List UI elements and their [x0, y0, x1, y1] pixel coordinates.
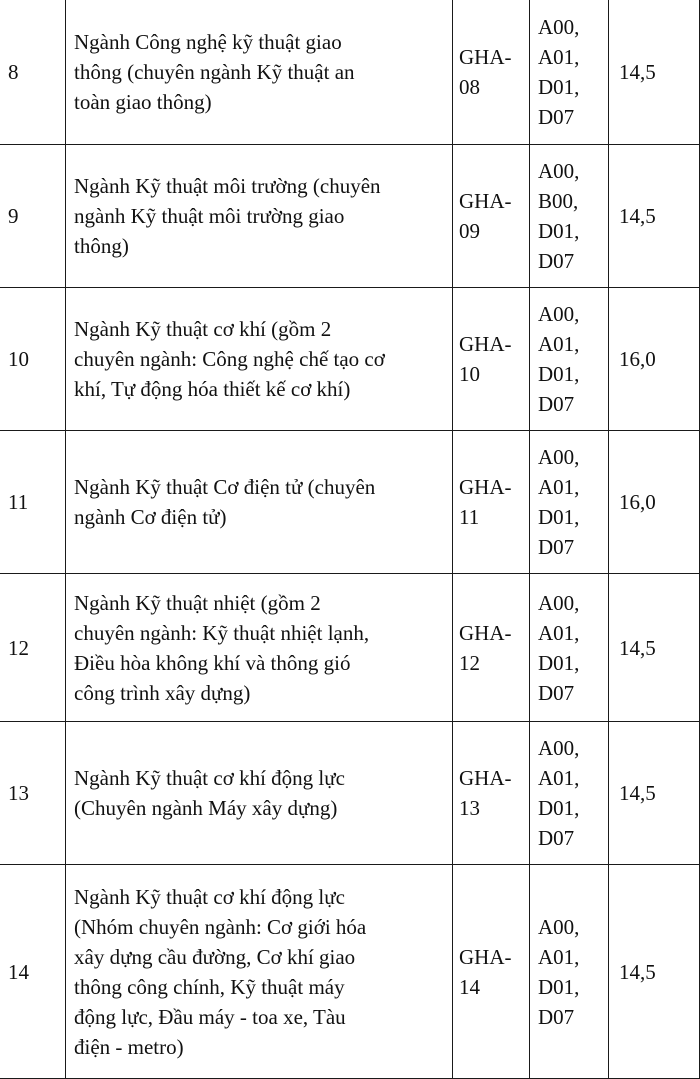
major-name: Ngành Kỹ thuật môi trường (chuyên ngành Kỹ thuật môi trường giao thông)	[66, 145, 453, 288]
major-name: Ngành Kỹ thuật cơ khí (gồm 2 chuyên ngành: Công nghệ chế tạo cơ khí, Tự động hóa thiết kế cơ khí)	[66, 288, 453, 431]
subject-combinations: A00, A01, D01, D07	[530, 288, 609, 431]
table-row	[0, 288, 700, 431]
subject-combinations: A00, B00, D01, D07	[530, 145, 609, 288]
subject-combinations: A00, A01, D01, D07	[530, 574, 609, 722]
row-number: 13	[0, 722, 66, 865]
subject-combinations: A00, A01, D01, D07	[530, 0, 609, 145]
major-code: GHA- 12	[453, 574, 530, 722]
subject-combinations: A00, A01, D01, D07	[530, 865, 609, 1079]
major-name: Ngành Kỹ thuật nhiệt (gồm 2 chuyên ngành: Kỹ thuật nhiệt lạnh, Điều hòa không khí và thông gió công trình xây dựng)	[66, 574, 453, 722]
table-row	[0, 145, 700, 288]
major-code: GHA- 11	[453, 431, 530, 574]
benchmark-score: 16,0	[609, 431, 700, 574]
benchmark-score: 14,5	[609, 0, 700, 145]
row-number: 14	[0, 865, 66, 1079]
row-number: 12	[0, 574, 66, 722]
major-code: GHA- 10	[453, 288, 530, 431]
table-row	[0, 431, 700, 574]
row-number: 10	[0, 288, 66, 431]
benchmark-score: 16,0	[609, 288, 700, 431]
major-name: Ngành Kỹ thuật cơ khí động lực (Chuyên ngành Máy xây dựng)	[66, 722, 453, 865]
major-name: Ngành Kỹ thuật Cơ điện tử (chuyên ngành Cơ điện tử)	[66, 431, 453, 574]
subject-combinations: A00, A01, D01, D07	[530, 722, 609, 865]
major-code: GHA- 13	[453, 722, 530, 865]
row-number: 8	[0, 0, 66, 145]
subject-combinations: A00, A01, D01, D07	[530, 431, 609, 574]
row-number: 11	[0, 431, 66, 574]
benchmark-score: 14,5	[609, 574, 700, 722]
major-name: Ngành Công nghệ kỹ thuật giao thông (chuyên ngành Kỹ thuật an toàn giao thông)	[66, 0, 453, 145]
major-code: GHA- 09	[453, 145, 530, 288]
major-code: GHA- 08	[453, 0, 530, 145]
row-number: 9	[0, 145, 66, 288]
table-row	[0, 574, 700, 722]
major-name: Ngành Kỹ thuật cơ khí động lực (Nhóm chuyên ngành: Cơ giới hóa xây dựng cầu đường, Cơ khí giao thông công chính, Kỹ thuật máy động lực, Đầu máy - toa xe, Tàu điện - metro)	[66, 865, 453, 1079]
major-code: GHA- 14	[453, 865, 530, 1079]
benchmark-score: 14,5	[609, 722, 700, 865]
table-row	[0, 0, 700, 145]
benchmark-score: 14,5	[609, 865, 700, 1079]
table-row	[0, 865, 700, 1079]
table-row	[0, 722, 700, 865]
benchmark-score: 14,5	[609, 145, 700, 288]
